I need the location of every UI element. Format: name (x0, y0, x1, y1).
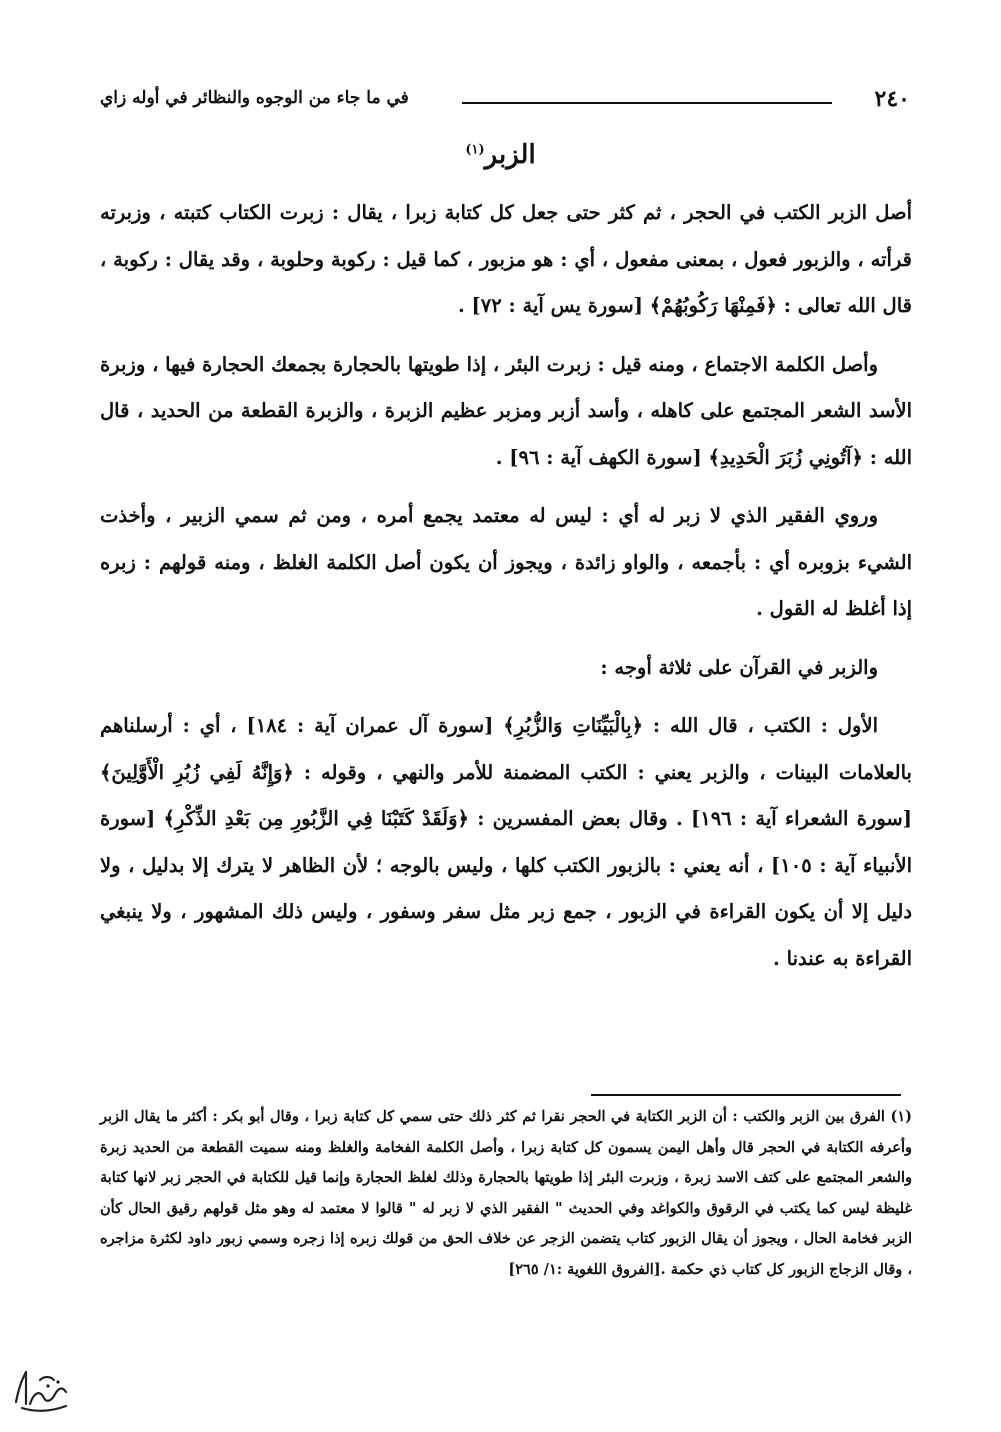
paragraph: والزبر في القرآن على ثلاثة أوجه : (600, 655, 878, 679)
paragraph: وأصل الكلمة الاجتماع ، ومنه قيل : زبرت البئر ، إذا طويتها بالحجارة بجمعك الحجارة فيها ، وزبرة الأسد الشعر المجتمع على كاهله ، وأسد أزبر ومزبر عظيم الزبرة ، والزبرة القطعة من الحديد ، قال الله : ﴿آتُونِي زُبَرَ الْحَدِيدِ﴾ [سورة الكهف آية : ٩٦] . (100, 352, 912, 469)
page-number: ٢٤٠ (874, 86, 910, 112)
page-header (100, 86, 910, 116)
running-title: في ما جاء من الوجوه والنظائر في أوله زاي (100, 88, 409, 108)
footnote-rule (591, 1094, 901, 1096)
paragraph: أصل الزبر الكتب في الحجر ، ثم كثر حتى جعل كل كتابة زبرا ، يقال : زبرت الكتاب كتبته ، وزبرته قرأته ، والزبور فعول ، بمعنى مفعول ، أي : هو مزبور ، كما قيل : ركوبة وحلوبة ، وقد يقال : ركوبة ، قال الله تعالى : ﴿فَمِنْهَا رَكُوبُهُمْ﴾ [سورة يس آية : ٧٢] . (100, 201, 912, 317)
footnote: (١) الفرق بين الزبر والكتب : أن الزبر الكتابة في الحجر نقرا ثم كثر ذلك حتى سمي كل كتابة زبرا ، وقال أبو بكر : أكثر ما يقال الزبر وأعرفه الكتابة في الحجر قال وأهل اليمن يسمون كل كتابة زبرا ، وأصل الكلمة الفخامة والغلظ ومنه سميت القطعة من الحديد زبرة والشعر المجتمع على كتف الاسد زبرة ، وزبرت البئر إذا طويتها بالحجارة وذلك لغلظ الحجارة وإنما قيل للكتابة في الحجر زبر لانها كتابة غليظة ليس كما يكتب في الرقوق والكواغد وفي الحديث " الفقير الذي لا زبر له " قالوا لا معتمد له وهو مثل قولهم رقيق الحال كأن الزبر فخامة الحال ، ويجوز أن يقال الزبور كتاب يتضمن الزجر عن خلاف الحق من قولك زبره إذا زجره وسمي زبور داود لكثرة مزاجره ، وقال الزجاج الزبور كل كتاب ذي حكمة .[الفروق اللغوية :١/ ٢٦٥] (100, 1108, 912, 1278)
calligraphy-logo-icon (10, 1362, 72, 1418)
section-title (0, 140, 1001, 170)
paragraph: الأول : الكتب ، قال الله : ﴿بِالْبَيِّنَاتِ وَالزُّبُرِ﴾ [سورة آل عمران آية : ١٨٤] ، أي : أرسلناهم بالعلامات البينات ، والزبر يعني : الكتب المضمنة للأمر والنهي ، وقوله : ﴿وَإِنَّهُ لَفِي زُبُرِ الْأَوَّلِينَ﴾ [سورة الشعراء آية : ١٩٦] . وقال بعض المفسرين : ﴿وَلَقَدْ كَتَبْنَا فِي الزَّبُورِ مِن بَعْدِ الذِّكْرِ﴾ [سورة الأنبياء آية : ١٠٥] ، أنه يعني : بالزبور الكتب كلها ، وليس بالوجه ؛ لأن الظاهر لا يترك إلا بدليل ، ولا دليل إلا أن يكون القراءة في الزبور ، جمع زبر مثل سفر وسفور ، وليس ذلك المشهور ، ولا ينبغي القراءة به عندنا . (100, 714, 912, 970)
body-text (100, 190, 912, 994)
header-rule (462, 102, 832, 104)
section-title-text: الزبر (484, 140, 536, 170)
paragraph: وروي الفقير الذي لا زبر له أي : ليس له معتمد يجمع أمره ، ومن ثم سمي الزبير ، وأخذت الشيء بزوبره أي : بأجمعه ، والواو زائدة ، ويجوز أن يكون أصل الكلمة الغلظ ، ومنه قولهم : زبره إذا أغلظ له القول . (100, 504, 912, 620)
section-footnote-marker: (١) (465, 142, 485, 158)
watermark-logo (10, 1362, 72, 1418)
